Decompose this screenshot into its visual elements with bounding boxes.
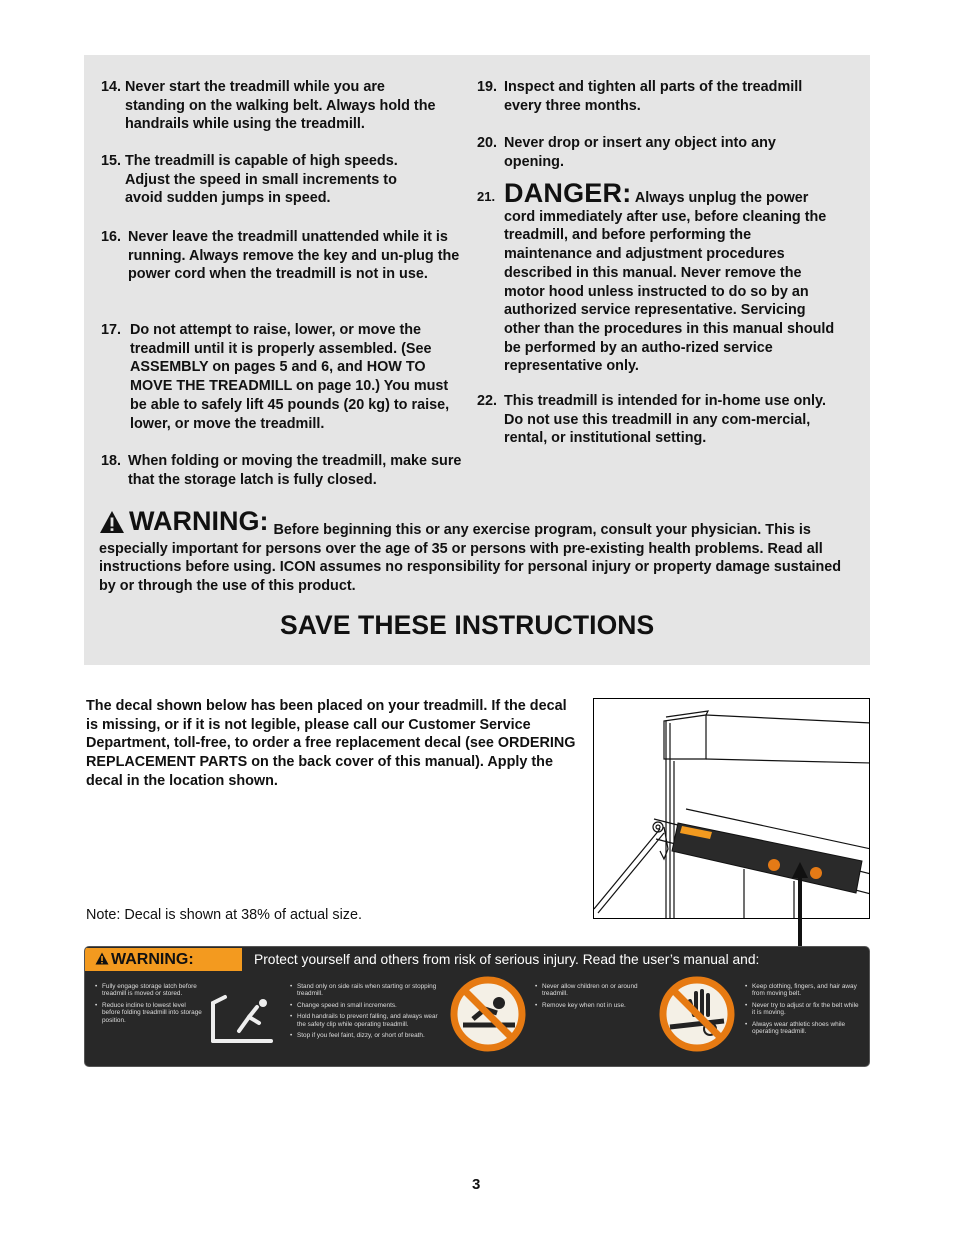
item-number: 15.	[101, 153, 122, 169]
item-number: 19.	[477, 79, 498, 95]
decal-bullet: • Stand only on side rails when starting or stopping treadmill.	[290, 983, 440, 998]
item-number: 18.	[101, 453, 122, 469]
decal-intro: The decal shown below has been placed on your treadmill. If the decal is missing, or if it is not legible, please call our Customer Service Department, toll-free, to order a free replacement decal (see ORDERING REPLACEMENT PARTS on the back cover of this manual). Apply the decal in the location shown.	[86, 698, 576, 789]
no-children-icon	[449, 975, 527, 1053]
no-hands-near-belt-icon	[658, 975, 736, 1053]
decal-bullet: • Hold handrails to prevent falling, and always wear the safety clip while operating treadmill.	[290, 1013, 440, 1028]
save-instructions-title: SAVE THESE INSTRUCTIONS	[280, 610, 655, 640]
treadmill-fall-icon	[209, 993, 279, 1045]
warning-label: WARNING:	[129, 506, 269, 536]
page-number: 3	[472, 1176, 481, 1193]
item-number: 22.	[477, 393, 498, 409]
decal-list-1	[95, 983, 205, 1028]
warning-decal	[84, 946, 870, 1067]
item-number: 14.	[101, 79, 122, 95]
item-text: Inspect and tighten all parts of the treadmill every three months.	[504, 79, 803, 114]
decal-bullet: • Remove key when not in use.	[535, 1002, 645, 1009]
decal-bullet: • Change speed in small increments.	[290, 1002, 440, 1009]
item-text: Do not attempt to raise, lower, or move the treadmill until it is properly assembled. (See ASSEMBLY on pages 5 and 6, and HOW TO MOVE THE TREADMILL on page 10.) You must be able to safely lift 45 pounds (20 kg) to raise, lower, or move the treadmill.	[130, 322, 450, 432]
item-text: Never start the treadmill while you are standing on the walking belt. Always hold the handrails while using the treadmill.	[125, 79, 436, 133]
decal-label-text: WARNING:	[111, 951, 194, 968]
item-number: 20.	[477, 135, 498, 151]
safety-item-20	[477, 134, 807, 171]
decal-list-3	[535, 983, 645, 1013]
item-text: The treadmill is capable of high speeds. Adjust the speed in small increments to avoid sudden jumps in speed.	[125, 153, 398, 207]
decal-list-4	[745, 983, 860, 1039]
decal-bullet: • Always wear athletic shoes while operating treadmill.	[745, 1021, 860, 1036]
safety-item-17	[101, 321, 463, 433]
safety-item-18	[101, 452, 463, 489]
item-text: This treadmill is intended for in-home use only. Do not use this treadmill in any com-mercial, rental, or institutional setting.	[504, 393, 826, 447]
decal-bullet: • Reduce incline to lowest level before folding treadmill into storage position.	[95, 1002, 205, 1024]
item-text: Never leave the treadmill unattended while it is running. Always remove the key and un-plug the power cord when the treadmill is not in use.	[128, 229, 460, 283]
safety-item-21	[477, 178, 837, 376]
item-text: Never drop or insert any object into any opening.	[504, 135, 776, 170]
safety-item-15	[101, 152, 436, 208]
item-text: Always unplug the power cord immediately after use, before cleaning the treadmill, and before performing the maintenance and adjustment procedures described in this manual. Never remove the motor hood unless instructed to do so by an authorized service representative. Servicing other than the procedures in this manual should be performed by an autho-rized service representative only.	[504, 190, 835, 375]
decal-list-2	[290, 983, 440, 1043]
danger-label: DANGER:	[504, 178, 632, 208]
item-number: 21.	[477, 189, 496, 204]
decal-headline: Protect yourself and others from risk of serious injury. Read the user’s manual and:	[254, 952, 760, 967]
treadmill-illustration	[593, 698, 870, 919]
decal-bullet: • Never allow children on or around treadmill.	[535, 983, 645, 998]
item-number: 16.	[101, 229, 122, 245]
warning-triangle-icon	[95, 952, 109, 965]
item-number: 17.	[101, 322, 122, 338]
pointer-arrow	[791, 862, 809, 950]
safety-item-16	[101, 228, 461, 284]
warning-paragraph	[99, 508, 859, 596]
decal-bullet: • Keep clothing, fingers, and hair away from moving belt.	[745, 983, 860, 998]
decal-bullet: • Fully engage storage latch before treadmill is moved or stored.	[95, 983, 205, 998]
safety-item-19	[477, 78, 837, 115]
decal-size-note: Note: Decal is shown at 38% of actual size.	[86, 907, 362, 923]
decal-bullet: • Stop if you feel faint, dizzy, or short of breath.	[290, 1032, 440, 1039]
treadmill-drawing	[594, 699, 870, 919]
safety-item-22	[477, 392, 837, 448]
decal-warning-label	[85, 948, 242, 971]
warning-text: Before beginning this or any exercise program, consult your physician. This is especially important for persons over the age of 35 or persons with pre-existing health problems. Read all instructions before using. ICON assumes no responsibility for personal injury or property damage sustained by or through the use of this product.	[99, 522, 842, 595]
warning-triangle-icon	[99, 510, 125, 534]
decal-bullet: • Never try to adjust or fix the belt while it is moving.	[745, 1002, 860, 1017]
safety-item-14	[101, 78, 441, 134]
item-text: When folding or moving the treadmill, make sure that the storage latch is fully closed.	[128, 453, 462, 488]
